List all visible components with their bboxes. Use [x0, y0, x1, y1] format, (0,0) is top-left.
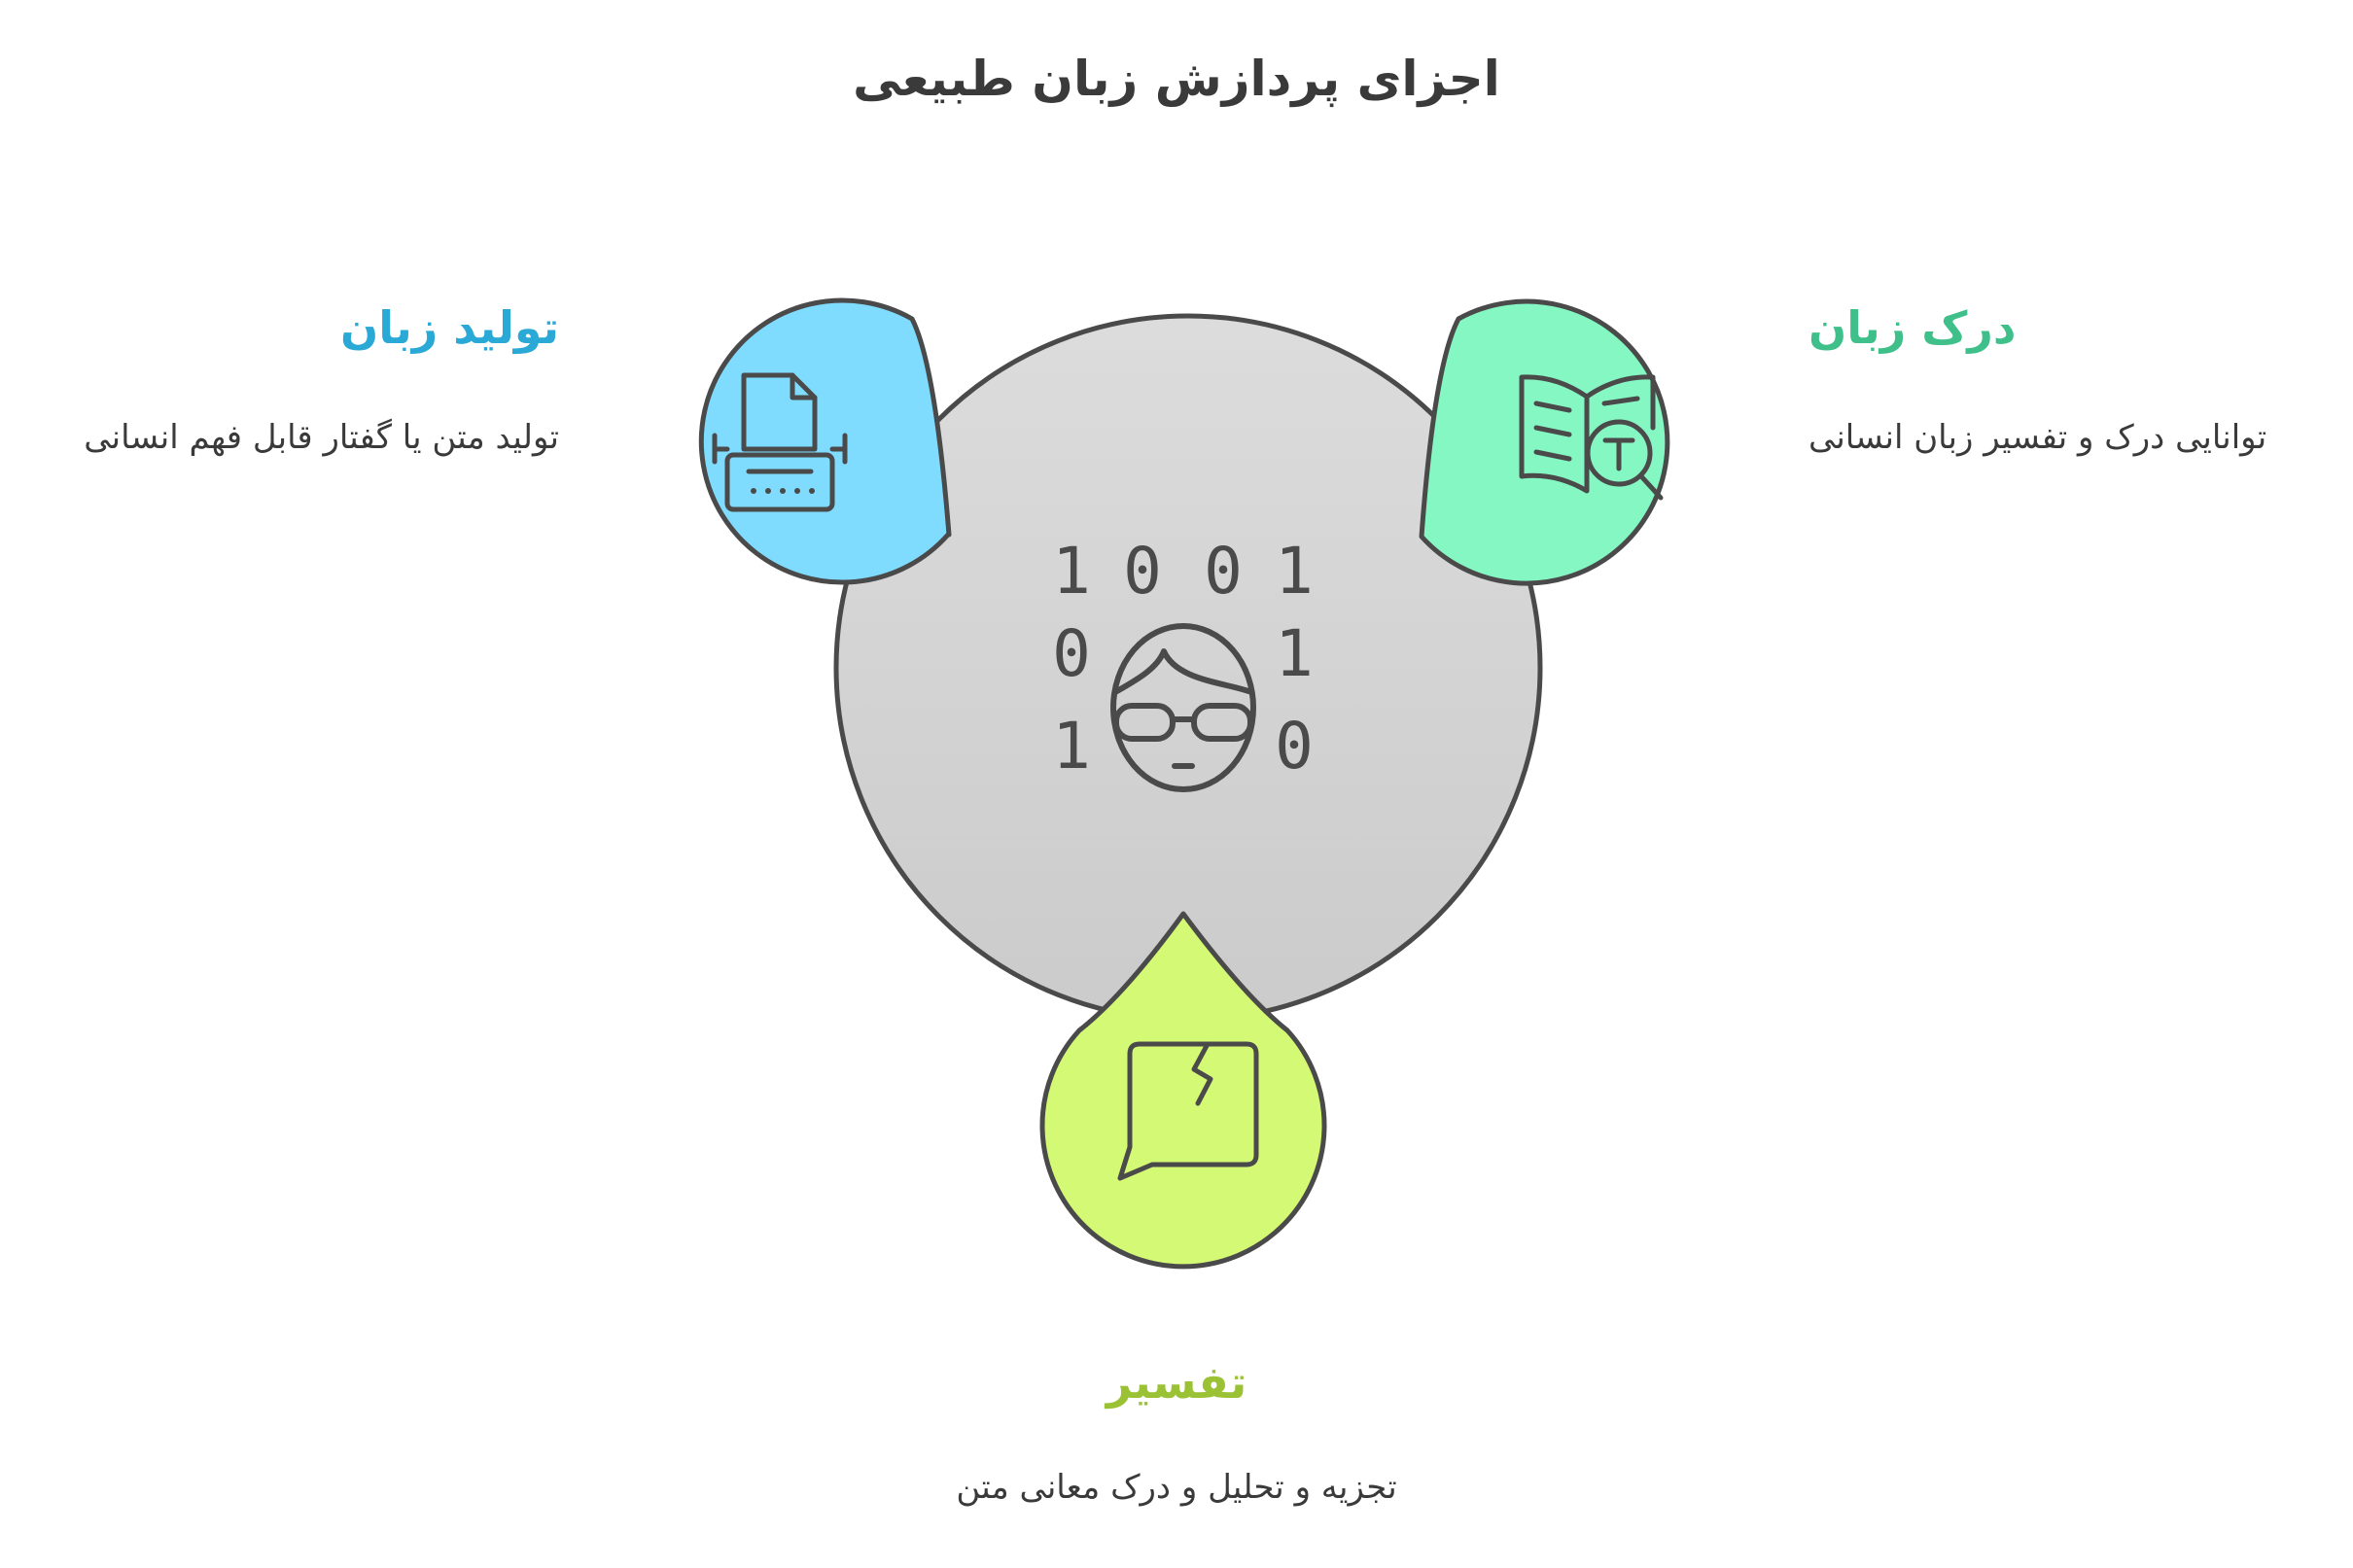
generation-node: [701, 300, 949, 582]
interpretation-description: تجزیه و تحلیل و درک معانی متن: [956, 1468, 1397, 1507]
binary-digit: 1: [1052, 534, 1091, 609]
binary-digit: 1: [1052, 709, 1091, 784]
binary-digit: 0: [1052, 616, 1091, 691]
page-title: اجزای پردازش زبان طبیعی: [853, 51, 1500, 107]
binary-digit: 1: [1275, 534, 1314, 609]
binary-digit: 1: [1275, 616, 1314, 691]
binary-digit: 0: [1275, 709, 1314, 784]
understanding-description: توانایی درک و تفسیر زبان انسانی: [1809, 418, 2267, 457]
generation-title: تولید زبان: [339, 301, 559, 354]
binary-digit: 0: [1204, 534, 1243, 609]
understanding-title: درک زبان: [1809, 301, 2017, 354]
binary-digit: 0: [1123, 534, 1162, 609]
interpretation-title: تفسیر: [1106, 1356, 1247, 1409]
generation-description: تولید متن یا گفتار قابل فهم انسانی: [84, 418, 559, 457]
